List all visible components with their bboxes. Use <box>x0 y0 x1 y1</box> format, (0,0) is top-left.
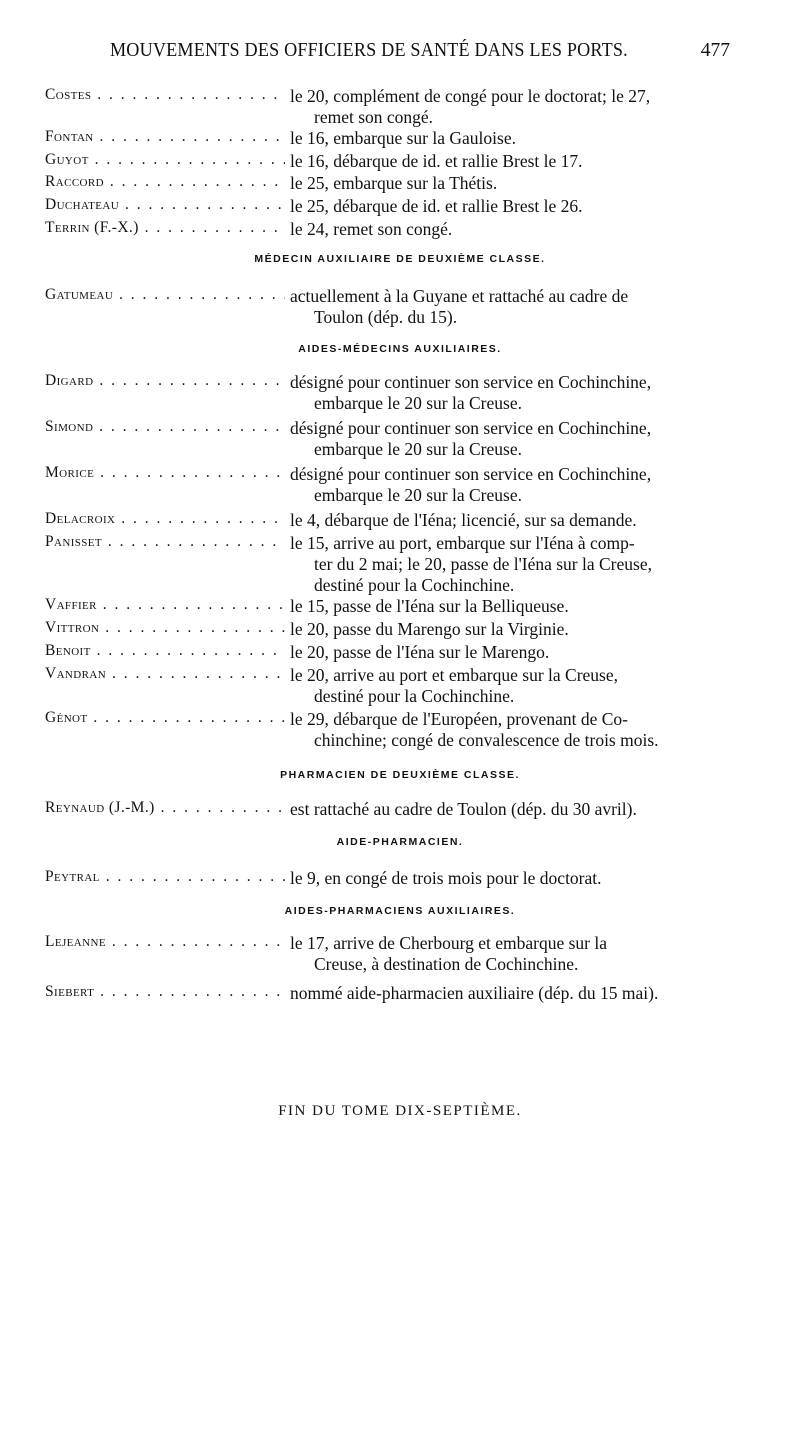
entry-name: Reynaud (J.-M.) . . . <box>45 799 285 817</box>
running-head-title: MOUVEMENTS DES OFFICIERS DE SANTÉ DANS LES PORTS. <box>110 40 628 61</box>
entry-text-line: est rattaché au cadre de Toulon (dép. du 30 avril). <box>290 799 637 819</box>
entry-text-line: Creuse, à destination de Cochinchine. <box>314 954 579 974</box>
entry-text-line: le 25, embarque sur la Thétis. <box>290 173 498 193</box>
entry-text-line: le 4, débarque de l'Iéna; licencié, sur sa demande. <box>290 510 637 530</box>
entry-name: Siebert . . . <box>45 983 285 1001</box>
entry-name: Gatumeau . . . <box>45 286 285 304</box>
entry-text-line: le 29, débarque de l'Européen, provenant de Co- <box>290 709 628 729</box>
entry-name: Benoit . . . <box>45 642 285 660</box>
entry-text-line: Toulon (dép. du 15). <box>314 307 458 327</box>
entry-name: Vandran . . . <box>45 665 285 683</box>
entry-name: Duchateau . . . <box>45 196 285 214</box>
entry-text-line: le 16, embarque sur la Gauloise. <box>290 128 516 148</box>
entry-text-line: le 20, arrive au port et embarque sur la Creuse, <box>290 665 618 685</box>
section-heading-aides-pharmaciens: AIDES-PHARMACIENS AUXILIAIRES. <box>284 905 516 917</box>
entry-text-line: remet son congé. <box>314 107 434 127</box>
section-heading-pharmacien: PHARMACIEN DE DEUXIÈME CLASSE. <box>280 769 520 781</box>
entry-name: Génot . . . <box>45 709 285 727</box>
entry-text-line: embarque le 20 sur la Creuse. <box>314 439 522 459</box>
entry-text-line: destiné pour la Cochinchine. <box>314 686 515 706</box>
entry-text-line: embarque le 20 sur la Creuse. <box>314 485 522 505</box>
entry-text-line: le 20, complément de congé pour le doctorat; le 27, <box>290 86 651 106</box>
entry-name: Delacroix . . . <box>45 510 285 528</box>
section-heading-aides-medecins: AIDES-MÉDECINS AUXILIAIRES. <box>298 343 502 355</box>
entry-text-line: chinchine; congé de convalescence de trois mois. <box>314 730 659 750</box>
entry-text-line: le 15, arrive au port, embarque sur l'Iéna à comp- <box>290 533 635 553</box>
running-head <box>45 40 730 66</box>
entry-text-line: le 20, passe de l'Iéna sur le Marengo. <box>290 642 550 662</box>
entry-text-line: destiné pour la Cochinchine. <box>314 575 515 595</box>
entry-name: Guyot . . . <box>45 151 285 169</box>
entry-text-line: actuellement à la Guyane et rattaché au cadre de <box>290 286 629 306</box>
entry-text-line: le 15, passe de l'Iéna sur la Belliqueuse. <box>290 596 569 616</box>
entry-name: Vittron . . . <box>45 619 285 637</box>
section-heading-medecin: MÉDECIN AUXILIAIRE DE DEUXIÈME CLASSE. <box>254 253 546 265</box>
entry-text-line: le 25, débarque de id. et rallie Brest le 26. <box>290 196 583 216</box>
entry-name: Costes . . . <box>45 86 285 104</box>
entry-name: Vaffier . . . <box>45 596 285 614</box>
entry-text-line: ter du 2 mai; le 20, passe de l'Iéna sur la Creuse, <box>314 554 652 574</box>
entry-name: Raccord . . . <box>45 173 285 191</box>
entry-text-line: désigné pour continuer son service en Cochinchine, <box>290 418 652 438</box>
entry-text-line: le 9, en congé de trois mois pour le doctorat. <box>290 868 602 888</box>
page-number: 477 <box>700 40 730 61</box>
entry-name: Simond . . . <box>45 418 285 436</box>
entry-text-line: le 20, passe du Marengo sur la Virginie. <box>290 619 569 639</box>
entry-name: Digard . . . <box>45 372 285 390</box>
end-of-volume-note: FIN DU TOME DIX-SEPTIÈME. <box>278 1103 522 1119</box>
entry-text-line: désigné pour continuer son service en Cochinchine, <box>290 464 652 484</box>
entry-text-line: le 16, débarque de id. et rallie Brest le 17. <box>290 151 583 171</box>
entry-name: Lejeanne . . . <box>45 933 285 951</box>
entry-text-line: le 24, remet son congé. <box>290 219 453 239</box>
entry-name: Panisset . . . <box>45 533 285 551</box>
entry-text-line: le 17, arrive de Cherbourg et embarque sur la <box>290 933 607 953</box>
entry-text-line: nommé aide-pharmacien auxiliaire (dép. du 15 mai). <box>290 983 659 1003</box>
entry-name: Morice . . . <box>45 464 285 482</box>
entry-name: Peytral . . . <box>45 868 285 886</box>
section-heading-aide-pharmacien: AIDE-PHARMACIEN. <box>336 836 464 848</box>
entry-name: Fontan . . . <box>45 128 285 146</box>
entry-text-line: désigné pour continuer son service en Cochinchine, <box>290 372 652 392</box>
entry-text-line: embarque le 20 sur la Creuse. <box>314 393 522 413</box>
entry-name: Terrin (F.-X.) . . . <box>45 219 285 237</box>
